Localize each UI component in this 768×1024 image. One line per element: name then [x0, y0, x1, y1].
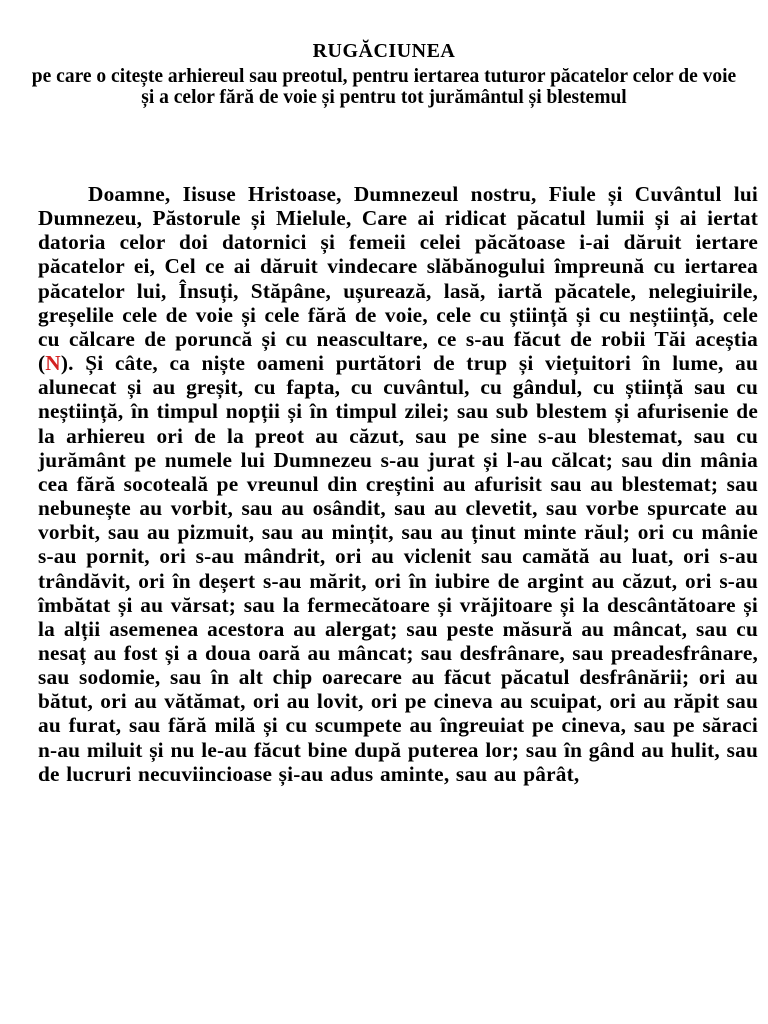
- prayer-body-text-end: ). Și câte, ca niște oameni purtători de trup și viețuitori în lume, au alunecat și au greșit, cu fapta, cu cuvântul, cu gândul, cu știință sau cu neștiință, în timpul nopții și în timpul zilei; sau sub blestem și afurisenie de la arhiereu ori de la preot au căzut, sau pe sine s-au blestemat, sau cu jurământ pe numele lui Dumnezeu s-au jurat și l-au călcat; sau din mânia cea fără socoteală pe vreunul din creștini au afurisit sau au blestemat; sau nebunește au vorbit, sau au osândit, sau au clevetit, sau vorbe spurcate au vorbit, sau au pizmuit, sau au mințit, sau au ținut minte răul; ori cu mânie s-au pornit, ori s-au mândrit, ori au viclenit sau camătă au luat, ori s-au trândăvit, ori în deșert s-au mărit, ori în iubire de argint au căzut, ori s-au îmbătat și au vărsat; sau la fermecătoare și vrăjitoare și la descântătoare și la alții asemenea acestora au alergat; sau peste măsură au mâncat, sau cu nesaț au fost și a doua oară au mâncat; sau desfrânare, sau preadesfrânare, sau sodomie, sau în alt chip oarecare au făcut păcatul desfrânării; ori au bătut, ori au vătămat, ori au lovit, ori pe cineva au scuipat, ori au răpit sau au furat, sau fără milă și cu scumpete au îngreuiat pe cineva, sau pe săraci n-au miluit și nu le-au făcut bine după puterea lor; sau în gând au hulit, sau de lucruri necuviincioase și-au adus aminte, sau au pârât,: [38, 351, 758, 786]
- prayer-body-text-start: Doamne, Iisuse Hristoase, Dumnezeul nostru, Fiule și Cuvântul lui Dumnezeu, Păstorule și Mielule, Care ai ridicat păcatul lumii și ai iertat datoria celor doi datornici și femeii celei păcătoase i-ai dăruit iertare păcatelor ei, Cel ce ai dăruit vindecare slăbănogului împreună cu iertarea păcatelor lui, Însuți, Stăpâne, ușurează, lasă, iartă păcatele, nelegiuirile, greșelile cele de voie și cele fără de voie, cele cu știință și cu neștiință, cele cu călcare de poruncă și cu neascultare, ce s-au făcut de robii Tăi aceștia (: [38, 182, 758, 376]
- prayer-body: [38, 182, 758, 786]
- name-placeholder-marker: N: [45, 351, 61, 376]
- prayer-subtitle: pe care o citește arhiereul sau preotul, pentru iertarea tuturor păcatelor celor de voie și a celor fără de voie și pentru tot jurământul și blestemul: [31, 66, 737, 108]
- prayer-title: RUGĂCIUNEA: [312, 40, 456, 62]
